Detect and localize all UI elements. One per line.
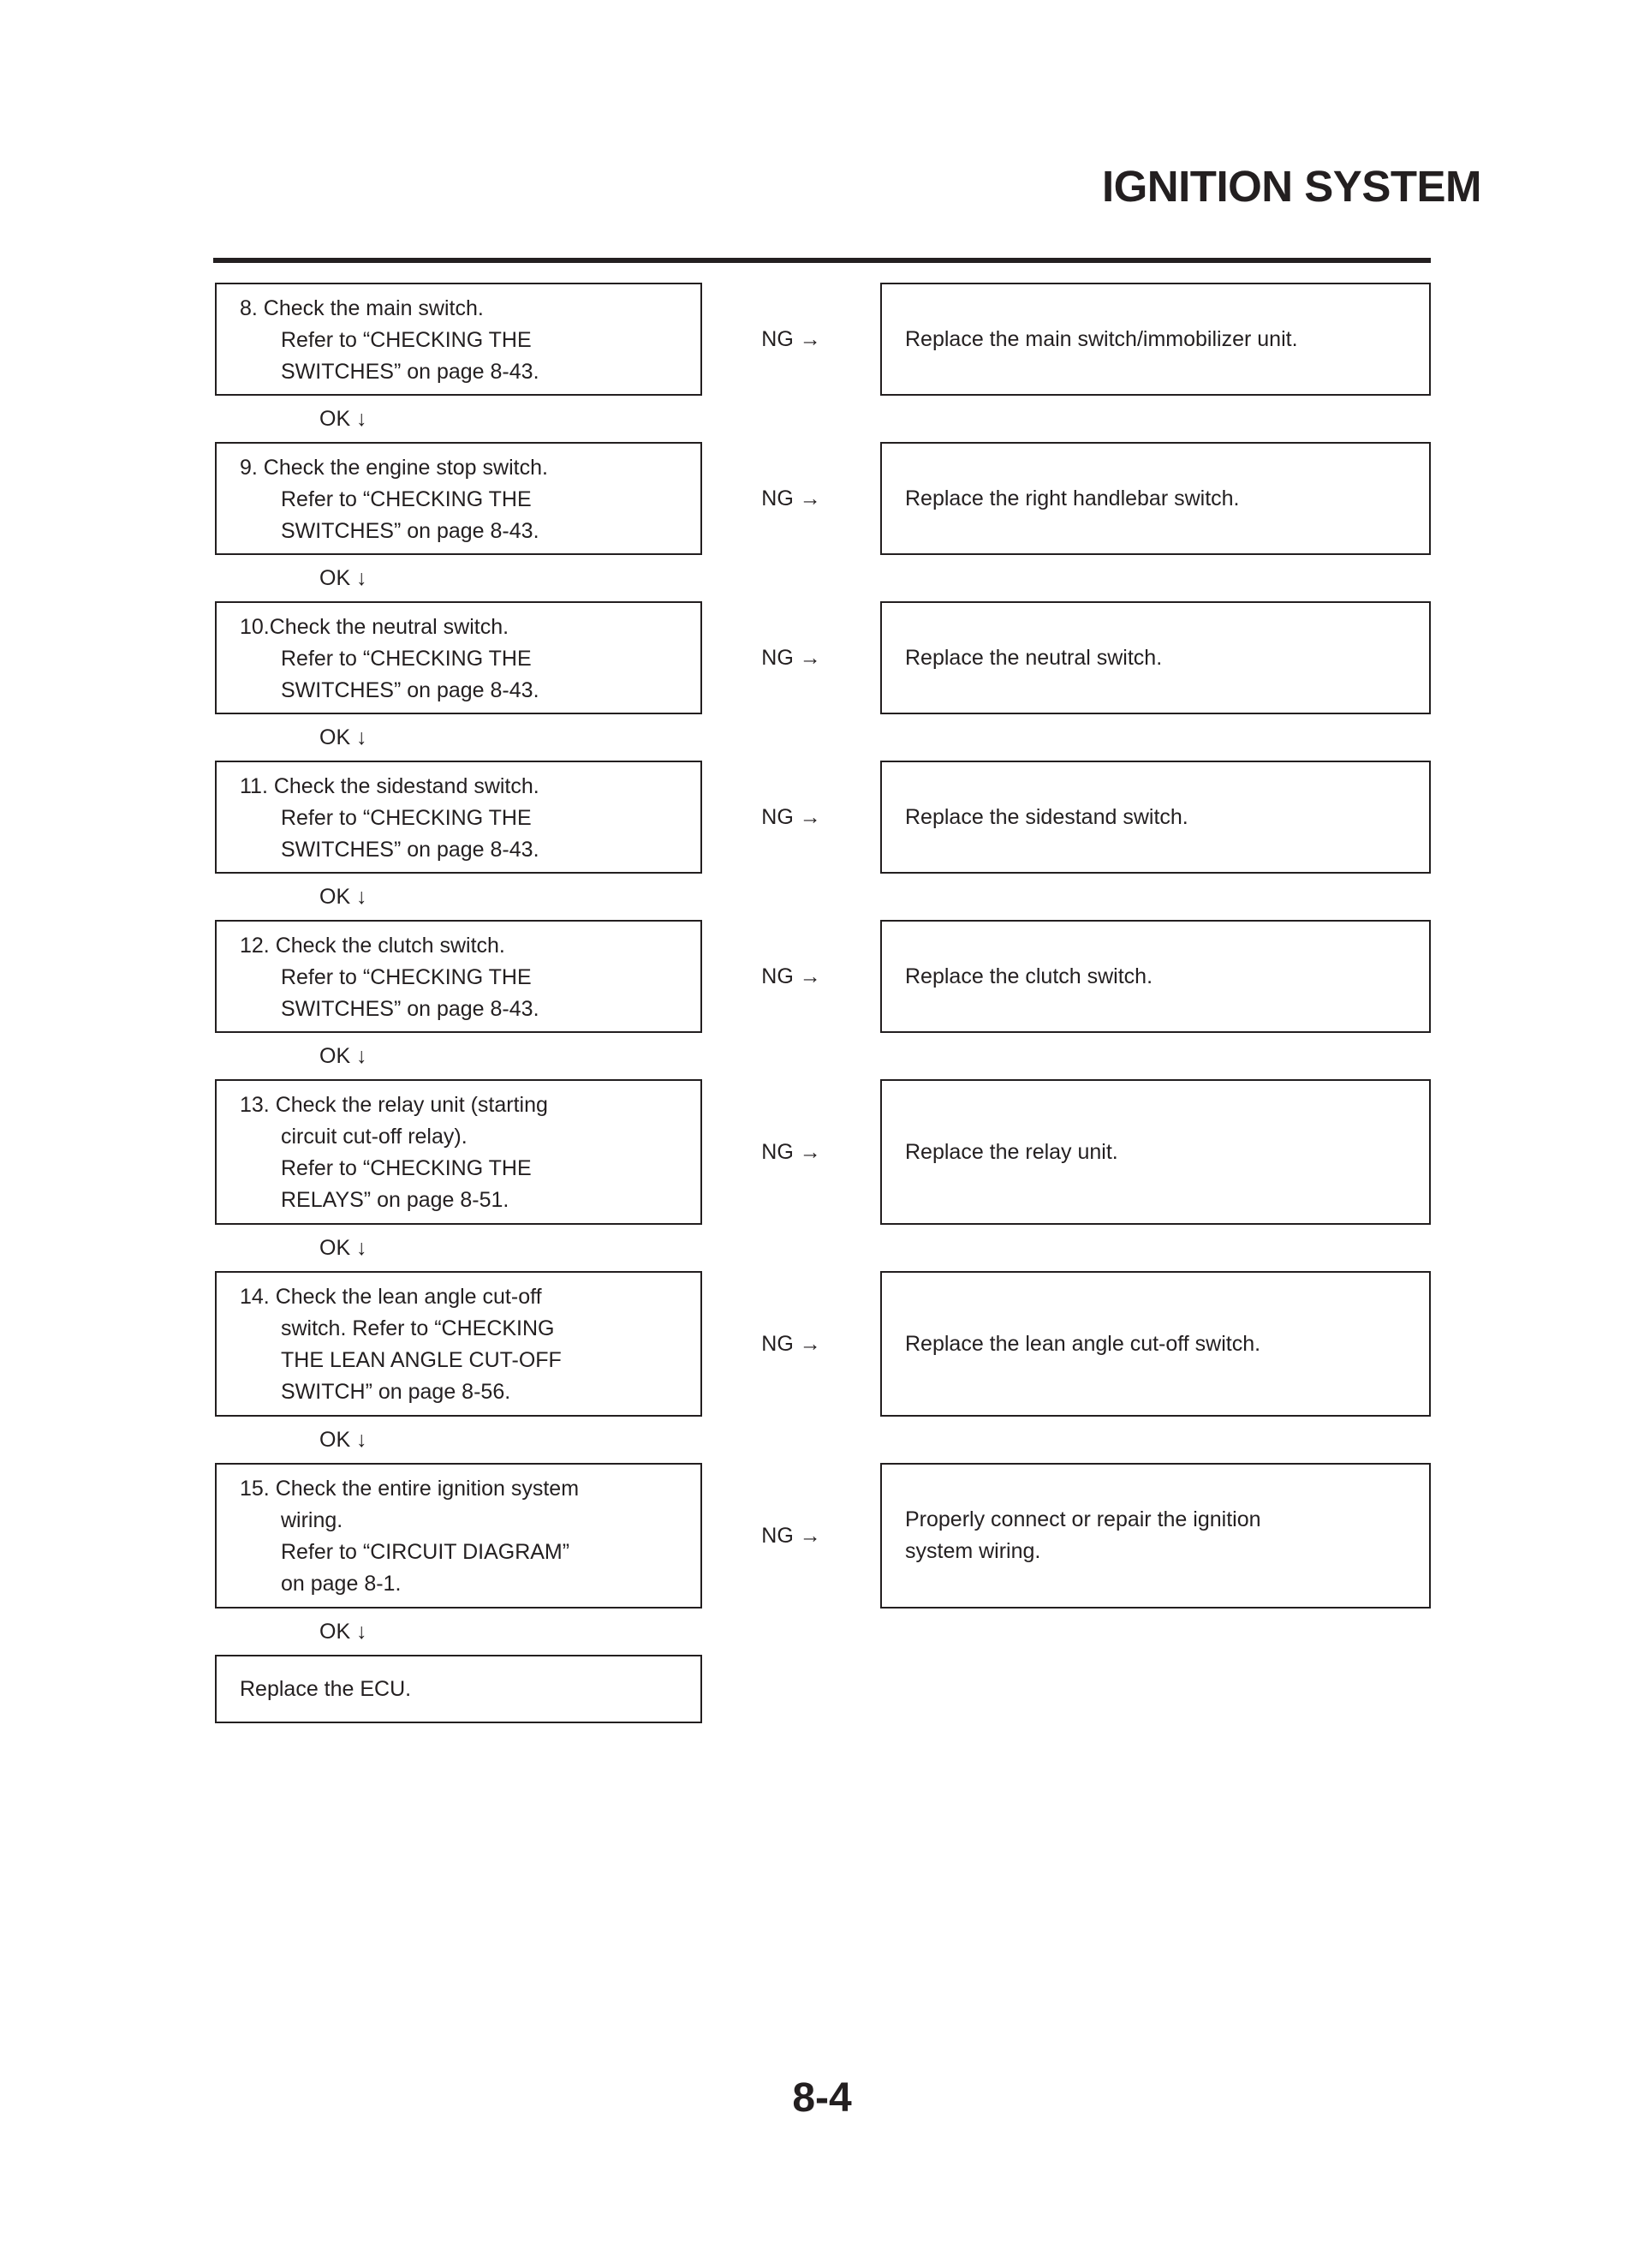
ok-arrow-label: OK ↓ [319,406,367,431]
check-line-cont: SWITCHES” on page 8-43. [281,678,539,702]
flow-step-row [215,1463,1431,1608]
flow-step-row [215,1271,1431,1417]
check-line-cont: wiring. [281,1508,343,1532]
check-line: 15. Check the entire ignition system [240,1477,580,1501]
ng-arrow-label: NG → [761,804,821,829]
result-box [880,1271,1431,1417]
check-line-cont: THE LEAN ANGLE CUT-OFF [281,1348,562,1372]
ok-arrow-label: OK ↓ [319,725,367,749]
check-line-cont: switch. Refer to “CHECKING [281,1316,555,1340]
ok-arrow-label: OK ↓ [319,1043,367,1068]
flow-step-row [215,761,1431,874]
ok-connector [215,874,1431,920]
check-line-cont: Refer to “CHECKING THE [281,965,532,989]
result-line: Replace the clutch switch. [905,964,1153,988]
final-action-text: Replace the ECU. [240,1676,412,1701]
check-line-cont: circuit cut-off relay). [281,1125,468,1149]
check-step-box [215,601,702,714]
check-line: 13. Check the relay unit (starting [240,1093,548,1117]
flow-step-row [215,601,1431,714]
ng-connector [702,283,880,396]
ng-connector [702,601,880,714]
result-line: Properly connect or repair the ignition [905,1507,1261,1531]
result-line: Replace the sidestand switch. [905,804,1188,829]
ng-connector [702,1271,880,1417]
check-line-cont: SWITCHES” on page 8-43. [281,997,539,1021]
ng-arrow-label: NG → [761,645,821,670]
flow-step-row [215,920,1431,1033]
check-line: 11. Check the sidestand switch. [240,774,539,798]
page-number: 8-4 [792,2075,852,2121]
result-line: Replace the relay unit. [905,1139,1118,1164]
ok-arrow-label: OK ↓ [319,1235,367,1260]
ok-connector [215,1033,1431,1079]
ng-connector [702,1463,880,1608]
result-box [880,1079,1431,1225]
ng-arrow-label: NG → [761,326,821,351]
check-step-box [215,1079,702,1225]
ok-connector [215,714,1431,761]
page-title: IGNITION SYSTEM [1101,162,1481,211]
ng-arrow-label: NG → [761,1523,821,1548]
check-step-box [215,442,702,555]
check-line-cont: Refer to “CHECKING THE [281,806,532,830]
final-step-row [215,1655,1431,1723]
check-line: 8. Check the main switch. [240,296,484,320]
flow-step-row [215,1079,1431,1225]
check-line-cont: SWITCH” on page 8-56. [281,1380,511,1404]
ok-connector [215,396,1431,442]
check-line-cont: on page 8-1. [281,1572,402,1596]
ok-arrow-label: OK ↓ [319,565,367,590]
flow-step-row [215,442,1431,555]
check-line-cont: Refer to “CHECKING THE [281,328,532,352]
result-box [880,283,1431,396]
check-line-cont: Refer to “CIRCUIT DIAGRAM” [281,1540,570,1564]
check-step-box [215,1271,702,1417]
check-line-cont: RELAYS” on page 8-51. [281,1188,509,1212]
ok-connector [215,1608,1431,1655]
ok-connector [215,555,1431,601]
check-line-cont: SWITCHES” on page 8-43. [281,838,539,862]
ok-arrow-label: OK ↓ [319,1619,367,1644]
check-step-box [215,283,702,396]
check-line-cont: Refer to “CHECKING THE [281,487,532,511]
ng-arrow-label: NG → [761,1331,821,1356]
ng-connector [702,920,880,1033]
ok-connector [215,1225,1431,1271]
ng-connector [702,1079,880,1225]
result-box [880,601,1431,714]
result-line: system wiring. [905,1539,1041,1563]
ng-connector [702,761,880,874]
check-line: 9. Check the engine stop switch. [240,456,548,480]
result-line: Replace the lean angle cut-off switch. [905,1331,1261,1356]
check-line-cont: Refer to “CHECKING THE [281,1156,532,1180]
troubleshooting-flowchart [215,283,1431,1723]
flow-step-row [215,283,1431,396]
check-line: 10.Check the neutral switch. [240,615,509,639]
final-action-box [215,1655,702,1723]
ok-arrow-label: OK ↓ [319,1427,367,1452]
ng-arrow-label: NG → [761,964,821,988]
ok-arrow-label: OK ↓ [319,884,367,909]
result-box [880,1463,1431,1608]
ng-connector [702,442,880,555]
check-line-cont: SWITCHES” on page 8-43. [281,360,539,384]
ng-arrow-label: NG → [761,486,821,510]
ng-arrow-label: NG → [761,1139,821,1164]
ok-connector [215,1417,1431,1463]
result-line: Replace the neutral switch. [905,645,1163,670]
result-box [880,442,1431,555]
check-step-box [215,920,702,1033]
result-box [880,920,1431,1033]
check-line: 14. Check the lean angle cut-off [240,1285,542,1309]
result-box [880,761,1431,874]
check-line-cont: Refer to “CHECKING THE [281,647,532,671]
check-line-cont: SWITCHES” on page 8-43. [281,519,539,543]
check-line: 12. Check the clutch switch. [240,934,505,958]
result-line: Replace the main switch/immobilizer unit. [905,326,1298,351]
header-rule [213,258,1431,263]
check-step-box [215,1463,702,1608]
result-line: Replace the right handlebar switch. [905,486,1240,510]
check-step-box [215,761,702,874]
